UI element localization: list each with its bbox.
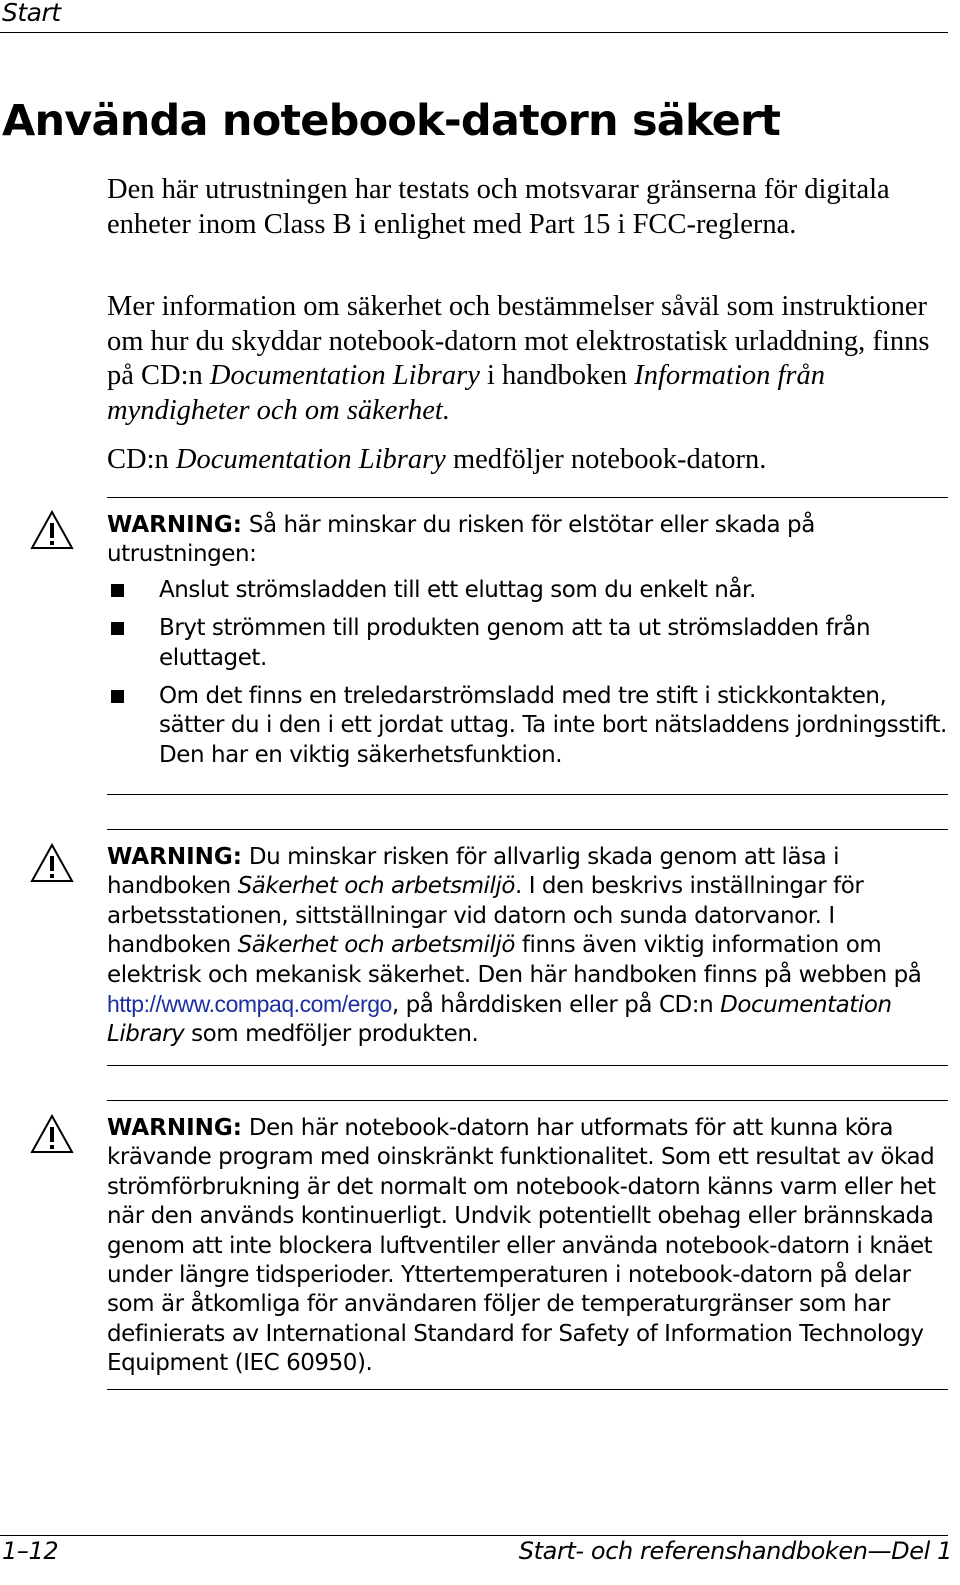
warning-3-bottom-rule: [107, 1389, 948, 1390]
page-title: Använda notebook-datorn säkert: [2, 96, 781, 146]
warning-2-text-part: som medföljer produkten.: [184, 1021, 479, 1048]
warning-2-text-part: finns även viktig information om elektrisk och mekanisk säkerhet. Den här handboken finns på webben på: [107, 932, 922, 988]
safety-guide-title: Säkerhet och arbetsmiljö: [237, 932, 515, 959]
warning-3-text: [107, 1114, 947, 1379]
square-bullet-icon: [111, 584, 124, 597]
intro-p3-start: CD:n: [107, 444, 176, 475]
ergo-link[interactable]: http://www.compaq.com/ergo: [107, 991, 392, 1018]
bullet-text: Bryt strömmen till produkten genom att ta ut strömsladden från eluttaget.: [159, 615, 871, 671]
warning-1: [107, 511, 947, 779]
doc-library-title: Documentation Library: [209, 360, 480, 391]
warning-triangle-icon: [30, 1114, 74, 1154]
warning-3-top-rule: [107, 1100, 948, 1101]
warning-2-text-part: , på hårddisken eller på CD:n: [391, 992, 721, 1019]
square-bullet-icon: [111, 690, 124, 703]
warning-2-top-rule: [107, 829, 948, 830]
intro-paragraph-2: [107, 290, 957, 428]
header-section-label: Start: [2, 0, 61, 27]
bullet-text: Om det finns en treledarströmsladd med tre stift i stickkontakten, sätter du i den i ett jordat uttag. Ta inte bort nätsladdens jordningsstift. Den har en viktig säkerhetsfunktion.: [159, 683, 947, 768]
warning-triangle-icon: [30, 843, 74, 883]
footer-book-title: Start- och referenshandboken—Del 1: [518, 1537, 952, 1565]
doc-library-title: Documentation Library: [107, 992, 892, 1048]
warning-1-top-rule: [107, 497, 948, 498]
doc-library-title: Documentation Library: [175, 444, 446, 475]
bullet-item: [107, 614, 947, 673]
bullet-item: [107, 682, 947, 770]
warning-2: [107, 843, 947, 1050]
warning-label: WARNING:: [107, 512, 242, 538]
square-bullet-icon: [111, 622, 124, 635]
intro-paragraph-1: Den här utrustningen har testats och motsvarar gränserna för digitala enheter inom Class B i enlighet med Part 15 i FCC-reglerna.: [107, 174, 890, 240]
warning-1-bullet-list: [107, 576, 947, 770]
warning-2-text: [107, 843, 947, 1050]
warning-label: WARNING:: [107, 844, 242, 870]
safety-guide-title: Säkerhet och arbetsmiljö: [237, 873, 515, 900]
intro-paragraph-3: [107, 443, 957, 478]
footer-page-number: 1–12: [2, 1537, 59, 1565]
bullet-item: [107, 576, 947, 605]
intro-p2-mid: i handboken: [479, 360, 635, 391]
warning-triangle-icon: [30, 510, 74, 550]
warning-3-body: Den här notebook-datorn har utformats för att kunna köra krävande program med oinskränkt funktionalitet. Som ett resultat av ökad strömförbrukning är det normalt om notebook-datorn känns varm eller het när den används kontinuerligt. Undvik potentiellt obehag eller brännskada genom att inte blockera luftventiler eller använda notebook-datorn i knäet under längre tidsperioder. Yttertemperaturen i notebook-datorn på delar som är åtkomliga för användaren följer de temperaturgränser som har definierats av International Standard for Safety of Information Technology Equipment (IEC 60950).: [107, 1115, 936, 1377]
warning-1-intro: [107, 511, 947, 570]
header-rule: [0, 32, 948, 33]
intro-p3-end: medföljer notebook-datorn.: [445, 444, 767, 475]
warning-2-text-part: Du minskar risken för allvarlig skada genom att läsa i handboken: [107, 844, 840, 900]
warning-1-bottom-rule: [107, 794, 948, 795]
warning-3: [107, 1114, 947, 1379]
footer-rule: [0, 1535, 948, 1536]
warning-2-text-part: . I den beskrivs inställningar för arbetsstationen, sittställningar vid datorn och sunda datorvanor. I handboken: [107, 873, 864, 959]
warning-label: WARNING:: [107, 1115, 242, 1141]
handbook-title: Information från myndigheter och om säkerhet.: [107, 360, 826, 426]
warning-2-bottom-rule: [107, 1065, 948, 1066]
intro-p2-text: Mer information om säkerhet och bestämmelser såväl som instruktioner om hur du skyddar notebook-datorn mot elektrostatisk urladdning, finns på CD:n: [107, 291, 930, 391]
bullet-text: Anslut strömsladden till ett eluttag som du enkelt når.: [159, 576, 756, 603]
warning-1-text: Så här minskar du risken för elstötar eller skada på utrustningen:: [107, 512, 815, 568]
